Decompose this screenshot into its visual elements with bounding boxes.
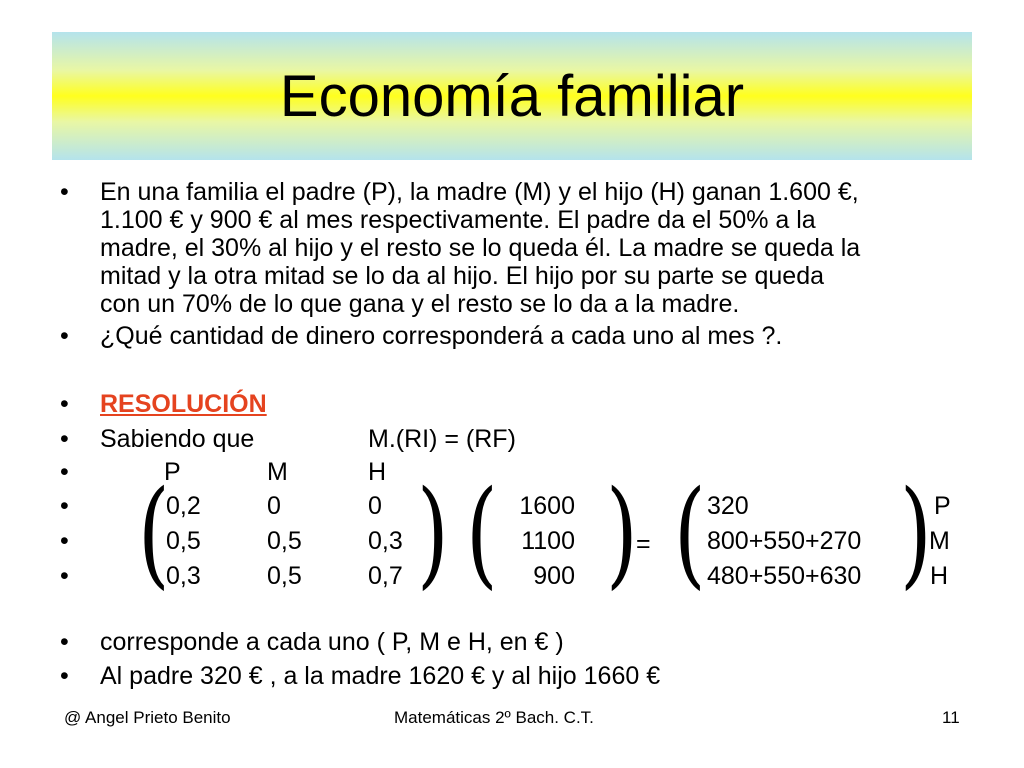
bullet-marker: • [60, 178, 69, 206]
matrix-cell: 0,3 [368, 527, 403, 555]
bullet-marker: • [60, 458, 69, 486]
matrix-cell: 0,5 [267, 562, 302, 590]
problem-statement [100, 178, 980, 318]
problem-line: madre, el 30% al hijo y el resto se lo queda él. La madre se queda la [100, 234, 861, 262]
vector-cell: 900 [533, 562, 575, 590]
matrix-cell: 0,5 [166, 527, 201, 555]
matrix-open-paren: ( [138, 466, 170, 601]
conclusion-intro: corresponde a cada uno ( P, M e H, en € ) [100, 628, 564, 656]
vector-open-paren: ( [466, 466, 498, 601]
bullet-marker: • [60, 492, 69, 520]
result-open-paren: ( [674, 466, 706, 601]
bullet-marker: • [60, 322, 69, 350]
matrix-formula: M.(RI) = (RF) [368, 425, 516, 453]
bullet-marker: • [60, 527, 69, 555]
bullet-marker: • [60, 662, 69, 690]
problem-line: En una familia el padre (P), la madre (M) y el hijo (H) ganan 1.600 €, [100, 178, 859, 206]
matrix-header-p: P [164, 458, 181, 486]
footer-author: @ Angel Prieto Benito [64, 708, 231, 727]
knowing-label: Sabiendo que [100, 425, 255, 453]
result-label: H [930, 562, 949, 590]
result-cell: 800+550+270 [707, 527, 862, 555]
matrix-close-paren: ) [417, 466, 449, 601]
result-label: P [934, 492, 951, 520]
bullet-marker: • [60, 425, 69, 453]
footer-course: Matemáticas 2º Bach. C.T. [394, 708, 594, 727]
matrix-cell: 0,2 [166, 492, 201, 520]
resolution-heading: RESOLUCIÓN [100, 390, 267, 418]
matrix-cell: 0 [267, 492, 281, 520]
matrix-header-h: H [368, 458, 387, 486]
slide-title: Economía familiar [279, 64, 745, 129]
problem-line: mitad y la otra mitad se lo da al hijo. El hijo por su parte se queda [100, 262, 825, 290]
page-number: 11 [942, 708, 960, 727]
vector-cell: 1600 [519, 492, 575, 520]
bullet-marker: • [60, 628, 69, 656]
matrix-cell: 0 [368, 492, 382, 520]
matrix-header-m: M [267, 458, 288, 486]
bullet-marker: • [60, 562, 69, 590]
result-cell: 480+550+630 [707, 562, 862, 590]
matrix-cell: 0,7 [368, 562, 403, 590]
equals-sign: = [636, 530, 651, 558]
result-cell: 320 [707, 492, 749, 520]
problem-line: con un 70% de lo que gana y el resto se lo da a la madre. [100, 290, 740, 318]
result-close-paren: ) [900, 466, 932, 601]
question-text: ¿Qué cantidad de dinero corresponderá a cada uno al mes ?. [100, 322, 783, 350]
matrix-cell: 0,3 [166, 562, 201, 590]
result-label: M [929, 527, 950, 555]
bullet-marker: • [60, 390, 69, 418]
matrix-cell: 0,5 [267, 527, 302, 555]
vector-close-paren: ) [606, 466, 638, 601]
vector-cell: 1100 [521, 527, 575, 555]
conclusion-answer: Al padre 320 € , a la madre 1620 € y al hijo 1660 € [100, 662, 661, 690]
problem-line: 1.100 € y 900 € al mes respectivamente. El padre da el 50% a la [100, 206, 816, 234]
